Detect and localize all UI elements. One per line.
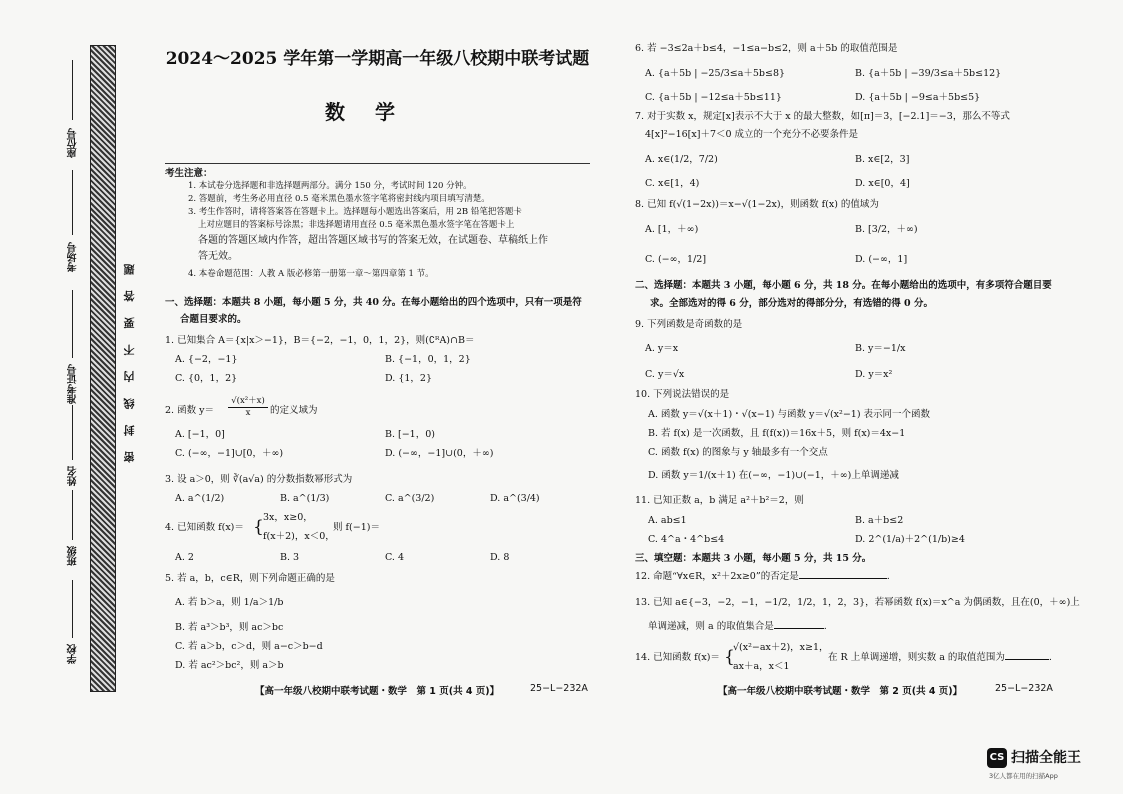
q14-end: . — [1048, 652, 1052, 663]
q2-fraction — [228, 396, 268, 419]
q1-stem: 1. 已知集合 A＝{x|x＞−1}，B＝{−2，−1，0，1，2}，则(∁ᴿA)∩B＝ — [165, 335, 475, 346]
q11-option-c: C. 4^a・4^b≤4 — [648, 534, 725, 545]
q2-numerator: √(x²＋x) — [228, 396, 268, 408]
q7-option-c: C. x∈[1，4) — [645, 178, 700, 189]
seat-line — [72, 60, 73, 120]
q11-stem: 11. 已知正数 a，b 满足 a²＋b²＝2，则 — [635, 495, 804, 506]
q13-stem: 13. 已知 a∈{−3，−2，−1，−1/2，1/2，1，2，3}，若幂函数 f(x)＝x^a 为偶函数，且在(0，＋∞)上 — [635, 597, 1080, 608]
q11-option-b: B. a＋b≤2 — [855, 515, 904, 526]
notice-item-3d: 答无效。 — [198, 251, 238, 262]
q9-stem: 9. 下列函数是奇函数的是 — [635, 319, 743, 330]
q3-option-c: C. a^(3/2) — [385, 493, 435, 504]
q3-option-b: B. a^(1/3) — [280, 493, 330, 504]
name-label: 姓名 — [68, 466, 79, 486]
q13-end: . — [823, 621, 827, 632]
q14-brace: { — [724, 647, 735, 667]
q12-stem-text: 12. 命题“∀x∈R，x²＋2x≥0”的否定是 — [635, 571, 799, 582]
q13-stem-2-text: 单调递减，则 a 的取值集合是 — [648, 621, 774, 632]
q4-stem-pre: 4. 已知函数 f(x)＝ — [165, 522, 244, 533]
q7-stem: 7. 对于实数 x，规定[x]表示不大于 x 的最大整数，如[π]＝3，[−2.1]＝−3，那么不等式 — [635, 111, 1010, 122]
notice-item-2: 2. 答题前，考生务必用直径 0.5 毫米黑色墨水签字笔将密封线内项目填写清楚。 — [188, 194, 490, 204]
q6-option-d: D. {a＋5b | −9≤a＋5b≤5} — [855, 92, 981, 103]
q3-option-a: A. a^(1/2) — [175, 493, 225, 504]
section2-heading: 二、选择题：本题共 3 小题，每小题 6 分，共 18 分。在每小题给出的选项中，有多项符合题目要 — [635, 280, 1052, 291]
q2-option-a: A. [−1，0] — [175, 429, 225, 440]
q14-stem-post — [828, 651, 1052, 664]
q14-answer-blank[interactable] — [1005, 659, 1049, 660]
q5-option-b: B. 若 a³＞b³，则 ac＞bc — [175, 622, 284, 633]
q5-option-a: A. 若 b＞a，则 1/a＞1/b — [175, 597, 284, 608]
school-line — [72, 580, 73, 638]
q4-case-1: 3x，x≥0， — [263, 512, 313, 523]
q4-option-c: C. 4 — [385, 552, 405, 563]
q1-option-b: B. {−1，0，1，2} — [385, 354, 471, 365]
q13-answer-blank[interactable] — [774, 628, 824, 629]
q3-stem: 3. 设 a＞0，则 ∛(a√a) 的分数指数幂形式为 — [165, 474, 353, 485]
section1-heading-2: 合题目要求的。 — [180, 314, 247, 325]
footer-left-text: 【高一年级八校期中联考试题・数学 第 1 页(共 4 页)】 — [255, 686, 500, 697]
footer-right-code: 25−L−232A — [995, 683, 1053, 694]
school-label: 学校 — [68, 644, 79, 664]
camscanner-logo-icon: CS — [987, 748, 1007, 768]
q9-option-a: A. y＝x — [645, 343, 679, 354]
q8-option-a: A. [1，＋∞) — [645, 224, 699, 235]
q7-option-b: B. x∈[2，3] — [855, 154, 910, 165]
q10-option-a: A. 函数 y＝√(x＋1)・√(x−1) 与函数 y＝√(x²−1) 表示同一个函数 — [648, 409, 931, 420]
notice-heading: 考生注意： — [165, 168, 213, 179]
footer-right-text: 【高一年级八校期中联考试题・数学 第 2 页(共 4 页)】 — [718, 686, 963, 697]
binding-strip — [90, 45, 116, 692]
q5-option-c: C. 若 a＞b，c＞d，则 a−c＞b−d — [175, 641, 323, 652]
q7-option-a: A. x∈(1/2，7/2) — [645, 154, 718, 165]
notice-item-4: 4. 本卷命题范围：人教 A 版必修第一册第一章～第四章第 1 节。 — [188, 269, 434, 279]
q10-option-c: C. 函数 f(x) 的图象与 y 轴最多有一个交点 — [648, 447, 828, 458]
name-line — [72, 405, 73, 460]
q6-option-b: B. {a＋5b | −39/3≤a＋5b≤12} — [855, 68, 1002, 79]
class-line — [72, 490, 73, 540]
q10-option-d: D. 函数 y＝1/(x＋1) 在(−∞，−1)∪(−1，＋∞)上单调递减 — [648, 470, 899, 481]
q7-option-d: D. x∈[0，4] — [855, 178, 910, 189]
notice-item-3c: 各题的答题区域内作答，超出答题区域书写的答案无效，在试题卷、草稿纸上作 — [198, 235, 548, 246]
q4-option-a: A. 2 — [175, 552, 194, 563]
q6-option-c: C. {a＋5b | −12≤a＋5b≤11} — [645, 92, 782, 103]
q8-option-b: B. [3/2，＋∞) — [855, 224, 918, 235]
q9-option-d: D. y＝x² — [855, 369, 893, 380]
section2-heading-2: 求。全部选对的得 6 分，部分选对的得部分分，有选错的得 0 分。 — [650, 298, 933, 309]
q11-option-d: D. 2^(1/a)＋2^(1/b)≥4 — [855, 534, 965, 545]
q4-case-2: f(x＋2)，x＜0， — [263, 531, 335, 542]
q13-stem-2 — [648, 620, 827, 633]
q10-option-b: B. 若 f(x) 是一次函数，且 f(f(x))＝16x＋5，则 f(x)＝4x−1 — [648, 428, 906, 439]
q5-option-d: D. 若 ac²＞bc²，则 a＞b — [175, 660, 284, 671]
seat-label: 座位号 — [68, 128, 79, 158]
q11-option-a: A. ab≤1 — [648, 515, 687, 526]
q9-option-c: C. y＝√x — [645, 369, 685, 380]
q3-option-d: D. a^(3/4) — [490, 493, 540, 504]
header-rule — [165, 163, 590, 164]
class-label: 班级 — [68, 546, 79, 566]
q4-option-d: D. 8 — [490, 552, 510, 563]
q8-stem: 8. 已知 f(√(1−2x))＝x−√(1−2x)，则函数 f(x) 的值域为 — [635, 199, 879, 210]
q2-stem-pre: 2. 函数 y＝ — [165, 405, 214, 416]
admission-line — [72, 290, 73, 358]
section1-heading: 一、选择题：本题共 8 小题，每小题 5 分，共 40 分。在每小题给出的四个选项中，只有一项是符 — [165, 297, 582, 308]
q4-brace: { — [253, 517, 264, 537]
notice-item-3b: 上对应题目的答案标号涂黑；非选择题请用直径 0.5 毫米黑色墨水签字笔在答题卡上 — [198, 220, 515, 230]
q8-option-d: D. (−∞，1] — [855, 254, 908, 265]
exam-room-label: 考场号 — [68, 242, 79, 272]
q5-stem: 5. 若 a，b，c∈R，则下列命题正确的是 — [165, 573, 335, 584]
q6-stem: 6. 若 −3≤2a＋b≤4，−1≤a−b≤2，则 a＋5b 的取值范围是 — [635, 43, 898, 54]
q14-case-2: ax＋a，x＜1 — [733, 661, 790, 672]
q1-option-d: D. {1，2} — [385, 373, 432, 384]
notice-item-1: 1. 本试卷分选择题和非选择题两部分。满分 150 分，考试时间 120 分钟。 — [188, 181, 472, 191]
q2-denominator: x — [245, 408, 251, 418]
q8-option-c: C. (−∞，1/2] — [645, 254, 707, 265]
q6-option-a: A. {a＋5b | −25/3≤a＋5b≤8} — [645, 68, 786, 79]
q2-option-b: B. [−1，0) — [385, 429, 435, 440]
q7-stem-2: 4[x]²−16[x]＋7＜0 成立的一个充分不必要条件是 — [645, 129, 859, 140]
q2-stem-post: 的定义域为 — [270, 405, 318, 416]
camscanner-slogan: 3亿人都在用的扫描App — [989, 772, 1058, 780]
exam-title: 2024～2025 学年第一学期高一年级八校期中联考试题 — [165, 49, 590, 69]
q10-stem: 10. 下列说法错误的是 — [635, 389, 730, 400]
notice-item-3: 3. 考生作答时，请将答案答在答题卡上。选择题每小题选出答案后，用 2B 铅笔把答题卡 — [188, 207, 522, 217]
camscanner-brand: 扫描全能王 — [1011, 750, 1081, 766]
q9-option-b: B. y＝−1/x — [855, 343, 906, 354]
q1-option-a: A. {−2，−1} — [175, 354, 238, 365]
q14-case-1: √(x²−ax＋2)，x≥1， — [733, 642, 829, 653]
section3-heading: 三、填空题：本题共 3 小题，每小题 5 分，共 15 分。 — [635, 553, 872, 564]
subject-title: 数学 — [325, 100, 425, 124]
q2-option-d: D. (−∞，−1]∪(0，＋∞) — [385, 448, 494, 459]
q2-option-c: C. (−∞，−1]∪[0，＋∞) — [175, 448, 284, 459]
q12-end: . — [886, 571, 890, 582]
q12-answer-blank[interactable] — [799, 578, 887, 579]
footer-left-code: 25−L−232A — [530, 683, 588, 694]
q14-stem-pre: 14. 已知函数 f(x)＝ — [635, 652, 720, 663]
admission-label: 准考证号 — [68, 364, 79, 404]
q4-stem-post: 则 f(−1)＝ — [333, 522, 380, 533]
seal-line-text: 密 封 线 内 不 要 答 题 — [123, 258, 136, 463]
q14-stem-post-text: 在 R 上单调递增，则实数 a 的取值范围为 — [828, 652, 1005, 663]
q1-option-c: C. {0，1，2} — [175, 373, 238, 384]
q12-stem — [635, 570, 890, 583]
q4-option-b: B. 3 — [280, 552, 300, 563]
exam-room-line — [72, 170, 73, 235]
